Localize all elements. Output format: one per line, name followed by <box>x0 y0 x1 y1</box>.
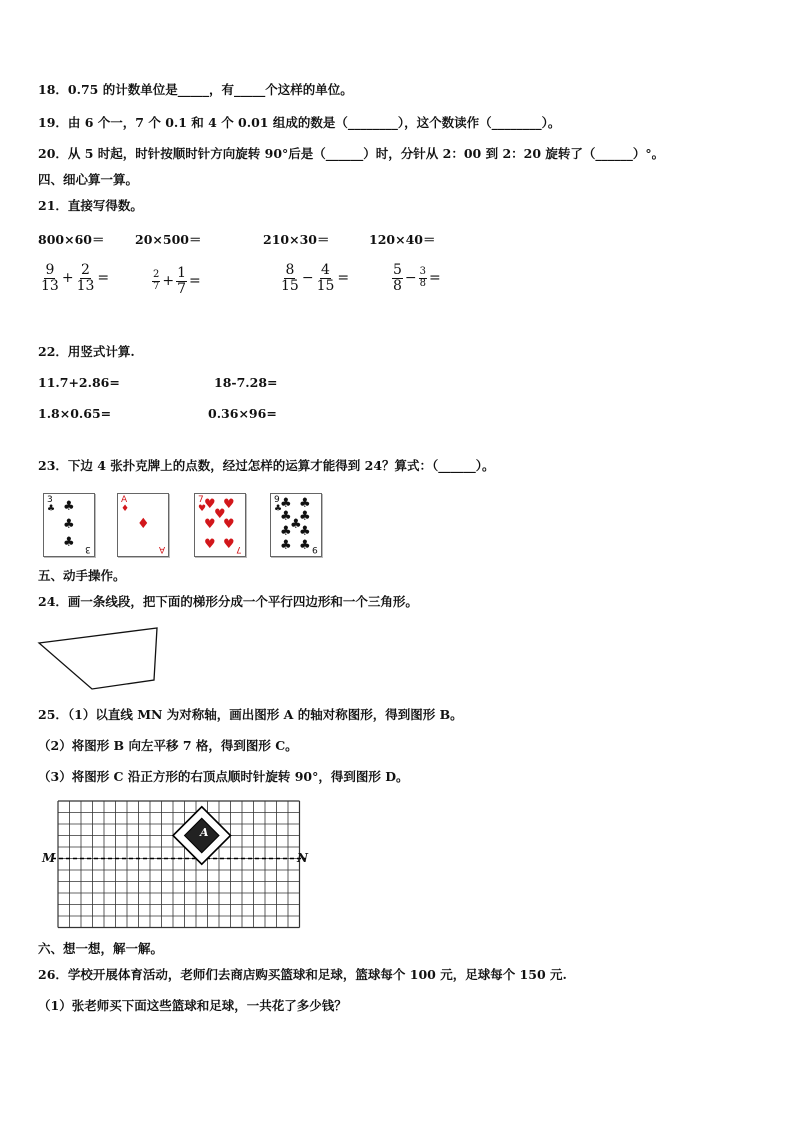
fraction-expression-3 <box>280 263 351 293</box>
equals-sign: = <box>97 270 110 287</box>
question-25-1: 25．（1）以直线 MN 为对称轴，画出图形 A 的轴对称图形，得到图形 B。 <box>38 707 463 722</box>
playing-card-9-clubs <box>270 493 322 557</box>
question-22: 22．用竖式计算. <box>38 344 135 359</box>
fraction-denominator: 13 <box>41 277 59 294</box>
fraction-numerator: 4 <box>321 262 330 278</box>
diamond-icon: ♦ <box>137 516 150 532</box>
club-icon: ♣ <box>63 517 75 532</box>
section-4-heading: 四、细心算一算。 <box>38 172 139 187</box>
heart-icon: ♥ <box>204 537 216 552</box>
question-25-3: （3）将图形 C 沿正方形的右顶点顺时针旋转 90°，得到图形 D。 <box>38 769 409 784</box>
card-rank: A <box>158 544 165 554</box>
question-26: 26．学校开展体育活动，老师们去商店购买篮球和足球，篮球每个 100 元，足球每个 150 元. <box>38 967 567 982</box>
fraction-numerator: 2 <box>153 269 160 281</box>
trapezoid-figure <box>30 622 170 697</box>
operator: + <box>162 273 175 290</box>
heart-icon: ♥ <box>223 517 235 532</box>
vertical-calc-1: 11.7+2.86= <box>38 375 120 390</box>
diamond-icon: ♦ <box>121 504 130 514</box>
playing-card-a-diamonds <box>117 493 169 557</box>
operator: − <box>404 270 417 287</box>
axis-label-m: M <box>42 851 56 865</box>
card-rank: 9 <box>312 544 318 554</box>
card-rank: 9 <box>274 495 280 505</box>
operator: + <box>61 270 74 287</box>
heart-icon: ♥ <box>223 537 235 552</box>
club-icon: ♣ <box>280 496 292 511</box>
equals-sign: = <box>337 270 350 287</box>
question-20: 20．从 5 时起，时针按顺时针方向旋转 90°后是（______）时，分针从 2：00 到 2：20 旋转了（______）°。 <box>38 146 665 161</box>
axis-label-n: N <box>297 851 308 865</box>
heart-icon: ♥ <box>223 497 235 512</box>
card-rank: 7 <box>236 544 242 554</box>
oral-calc-2: 20×500＝ <box>135 232 202 247</box>
fraction-numerator: 2 <box>81 262 90 278</box>
vertical-calc-2: 18-7.28= <box>214 375 278 390</box>
fraction-numerator: 1 <box>177 265 187 281</box>
club-icon: ♣ <box>299 496 311 511</box>
club-icon: ♣ <box>280 524 292 539</box>
operator: − <box>301 270 314 287</box>
grid-svg <box>38 796 318 936</box>
club-icon: ♣ <box>280 538 292 553</box>
fraction-denominator: 8 <box>419 277 427 289</box>
fraction-denominator: 13 <box>76 277 95 294</box>
heart-icon: ♥ <box>204 497 216 512</box>
club-icon: ♣ <box>63 499 75 514</box>
oral-calc-1: 800×60＝ <box>38 232 105 247</box>
fraction-expression-2 <box>152 266 203 296</box>
question-26-1: （1）张老师买下面这些篮球和足球，一共花了多少钱？ <box>38 998 347 1013</box>
fraction-denominator: 15 <box>281 277 299 294</box>
shape-label-a: A <box>200 826 209 839</box>
fraction-denominator: 7 <box>177 280 187 297</box>
question-19: 19．由 6 个一，7 个 0.1 和 4 个 0.01 组成的数是（________），这个数读作（________）。 <box>38 115 561 130</box>
oral-calc-3: 210×30＝ <box>263 232 330 247</box>
section-5-heading: 五、动手操作。 <box>38 568 126 583</box>
fraction-numerator: 9 <box>45 262 55 278</box>
card-rank: A <box>121 495 128 505</box>
fraction-denominator: 15 <box>316 277 335 294</box>
question-25-2: （2）将图形 B 向左平移 7 格，得到图形 C。 <box>38 738 298 753</box>
vertical-calc-3: 1.8×0.65= <box>38 406 112 421</box>
club-icon: ♣ <box>299 509 311 524</box>
equals-sign: = <box>189 273 201 290</box>
card-rank: 7 <box>198 495 204 505</box>
fraction-numerator: 5 <box>393 262 402 278</box>
question-21: 21．直接写得数。 <box>38 198 143 213</box>
club-icon: ♣ <box>274 504 283 514</box>
heart-icon: ♥ <box>214 507 226 522</box>
heart-icon: ♥ <box>204 517 216 532</box>
question-18: 18．0.75 的计数单位是_____，有_____个这样的单位。 <box>38 82 353 97</box>
question-23: 23．下边 4 张扑克牌上的点数，经过怎样的运算才能得到 24？算式：（______）。 <box>38 458 495 473</box>
fraction-numerator: 3 <box>419 266 427 278</box>
club-icon: ♣ <box>63 535 75 550</box>
question-24: 24．画一条线段，把下面的梯形分成一个平行四边形和一个三角形。 <box>38 594 418 609</box>
club-icon: ♣ <box>299 524 311 539</box>
trapezoid-shape <box>39 628 157 689</box>
club-icon: ♣ <box>280 509 292 524</box>
vertical-calc-4: 0.36×96= <box>208 406 277 421</box>
club-icon: ♣ <box>290 517 302 532</box>
fraction-expression-1 <box>40 263 111 293</box>
fraction-numerator: 8 <box>285 262 295 278</box>
fraction-expression-4 <box>392 263 443 293</box>
playing-card-7-hearts <box>194 493 246 557</box>
fraction-denominator: 8 <box>393 277 402 294</box>
club-icon: ♣ <box>299 538 311 553</box>
heart-icon: ♥ <box>198 504 207 514</box>
playing-card-3-clubs <box>43 493 95 557</box>
section-6-heading: 六、想一想，解一解。 <box>38 941 164 956</box>
oral-calc-4: 120×40＝ <box>369 232 436 247</box>
fraction-denominator: 7 <box>153 280 160 292</box>
equals-sign: = <box>429 270 441 287</box>
club-icon: ♣ <box>47 504 56 514</box>
card-rank: 3 <box>47 495 53 505</box>
card-rank: 3 <box>85 544 91 554</box>
